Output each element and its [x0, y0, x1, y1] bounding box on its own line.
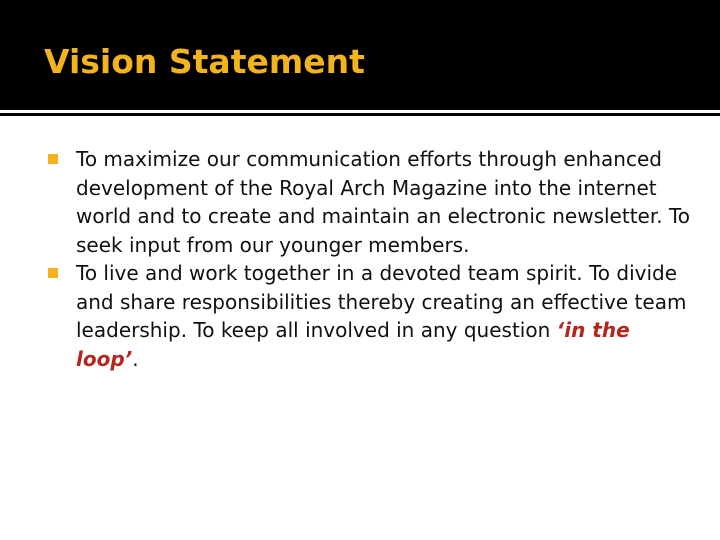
bullet-text-end: . — [132, 346, 139, 371]
bullet-text: To maximize our communication efforts through enhanced development of the Royal Arch Magazine into the internet world and to create and maintain an electronic newsletter. To seek input from our younger members. — [76, 147, 690, 257]
emphasis-text: ‘in the loop’ — [76, 318, 630, 371]
slide-title: Vision Statement — [44, 42, 365, 81]
square-bullet-icon — [48, 268, 58, 278]
bullet-list — [42, 145, 692, 373]
bullet-item — [42, 145, 692, 259]
square-bullet-icon — [48, 154, 58, 164]
title-bar — [0, 0, 720, 110]
bullet-text: To live and work together in a devoted team spirit. To divide and share responsibilities thereby creating an effective team leadership. To keep all involved in any question — [76, 261, 687, 342]
bullet-item — [42, 259, 692, 373]
title-divider — [0, 113, 720, 116]
